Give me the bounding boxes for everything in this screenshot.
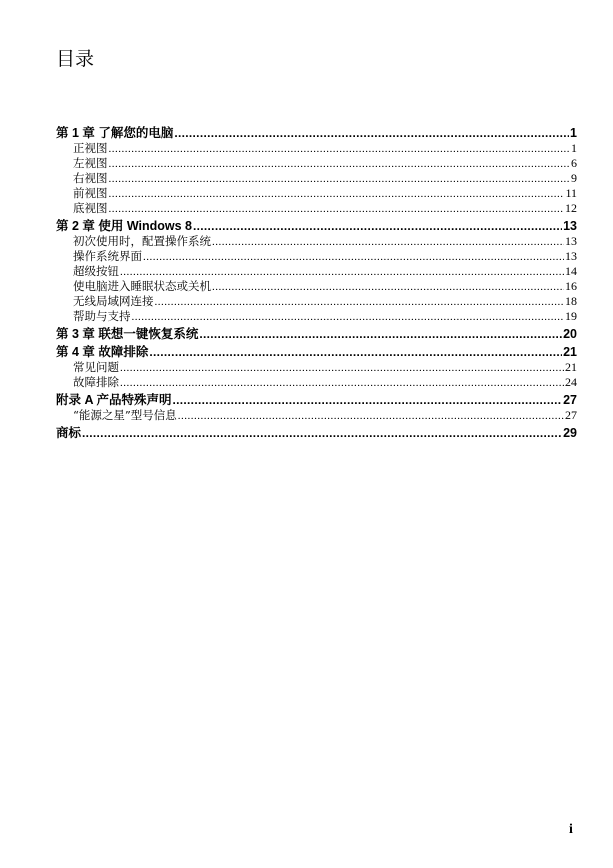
toc-section-entry[interactable] [56, 156, 577, 171]
toc-entry-page: 13 [563, 219, 577, 233]
toc-entry-label: 附录 A 产品特殊声明 [56, 393, 172, 407]
toc-section-entry[interactable] [56, 234, 577, 249]
toc-entry-page: 6 [571, 156, 577, 170]
toc-dot-leader [149, 345, 562, 360]
toc-section-entry[interactable] [56, 309, 577, 324]
toc-entry-label: 故障排除 [73, 375, 119, 389]
table-of-contents [56, 126, 577, 441]
toc-entry-page: 16 [565, 279, 577, 293]
toc-entry-page: 27 [565, 408, 577, 422]
page-title: 目录 [56, 48, 95, 70]
toc-dot-leader [109, 202, 565, 217]
toc-section-entry[interactable] [56, 264, 577, 279]
toc-dot-leader [109, 142, 571, 157]
toc-entry-page: 18 [565, 294, 577, 308]
toc-entry-page: 1 [570, 126, 577, 140]
toc-section-entry[interactable] [56, 171, 577, 186]
toc-dot-leader [199, 327, 562, 342]
toc-entry-label: “能源之星”型号信息 [73, 408, 177, 422]
toc-entry-label: 右视图 [73, 171, 108, 185]
toc-dot-leader [82, 426, 562, 441]
toc-dot-leader [143, 250, 564, 265]
toc-entry-page: 19 [565, 309, 577, 323]
toc-dot-leader [109, 157, 571, 172]
page-number: i [569, 822, 573, 837]
toc-dot-leader [212, 235, 564, 250]
toc-dot-leader [212, 280, 564, 295]
toc-entry-label: 左视图 [73, 156, 108, 170]
toc-entry-label: 帮助与支持 [73, 309, 131, 323]
toc-entry-label: 操作系统界面 [73, 249, 142, 263]
toc-entry-label: 第 4 章 故障排除 [56, 345, 149, 359]
toc-entry-label: 底视图 [73, 201, 108, 215]
toc-dot-leader [109, 172, 571, 187]
toc-section-entry[interactable] [56, 279, 577, 294]
toc-dot-leader [132, 310, 565, 325]
toc-dot-leader [109, 187, 565, 202]
toc-entry-page: 21 [563, 345, 577, 359]
toc-chapter-entry[interactable] [56, 345, 577, 360]
toc-dot-leader [120, 361, 564, 376]
toc-entry-label: 常见问题 [73, 360, 119, 374]
toc-entry-label: 正视图 [73, 141, 108, 155]
toc-section-entry[interactable] [56, 375, 577, 390]
toc-entry-label: 无线局域网连接 [73, 294, 154, 308]
toc-section-entry[interactable] [56, 249, 577, 264]
toc-section-entry[interactable] [56, 294, 577, 309]
toc-entry-page: 21 [565, 360, 577, 374]
toc-entry-page: 13 [565, 234, 577, 248]
toc-entry-page: 13 [565, 249, 577, 263]
toc-chapter-entry[interactable] [56, 219, 577, 234]
toc-entry-label: 商标 [56, 426, 82, 440]
toc-entry-label: 初次使用时，配置操作系统 [73, 234, 211, 248]
toc-entry-label: 第 3 章 联想一键恢复系统 [56, 327, 199, 341]
toc-entry-page: 12 [565, 201, 577, 215]
toc-entry-page: 9 [571, 171, 577, 185]
toc-entry-label: 前视图 [73, 186, 108, 200]
toc-entry-page: 27 [563, 393, 577, 407]
toc-chapter-entry[interactable] [56, 426, 577, 441]
toc-entry-page: 29 [563, 426, 577, 440]
toc-chapter-entry[interactable] [56, 126, 577, 141]
toc-entry-label: 第 1 章 了解您的电脑 [56, 126, 174, 140]
toc-section-entry[interactable] [56, 360, 577, 375]
toc-entry-page: 11 [565, 186, 577, 200]
toc-dot-leader [120, 376, 564, 391]
toc-dot-leader [178, 409, 564, 424]
toc-dot-leader [193, 219, 562, 234]
toc-entry-page: 14 [565, 264, 577, 278]
toc-entry-label: 超级按钮 [73, 264, 119, 278]
toc-entry-page: 20 [563, 327, 577, 341]
toc-entry-label: 使电脑进入睡眠状态或关机 [73, 279, 211, 293]
toc-section-entry[interactable] [56, 201, 577, 216]
toc-entry-page: 24 [565, 375, 577, 389]
toc-chapter-entry[interactable] [56, 327, 577, 342]
toc-section-entry[interactable] [56, 141, 577, 156]
toc-dot-leader [155, 295, 565, 310]
toc-section-entry[interactable] [56, 186, 577, 201]
toc-entry-label: 第 2 章 使用 Windows 8 [56, 219, 193, 233]
toc-section-entry[interactable] [56, 408, 577, 423]
toc-dot-leader [174, 126, 569, 141]
toc-chapter-entry[interactable] [56, 393, 577, 408]
toc-dot-leader [173, 393, 563, 408]
toc-dot-leader [120, 265, 564, 280]
toc-entry-page: 1 [571, 141, 577, 155]
